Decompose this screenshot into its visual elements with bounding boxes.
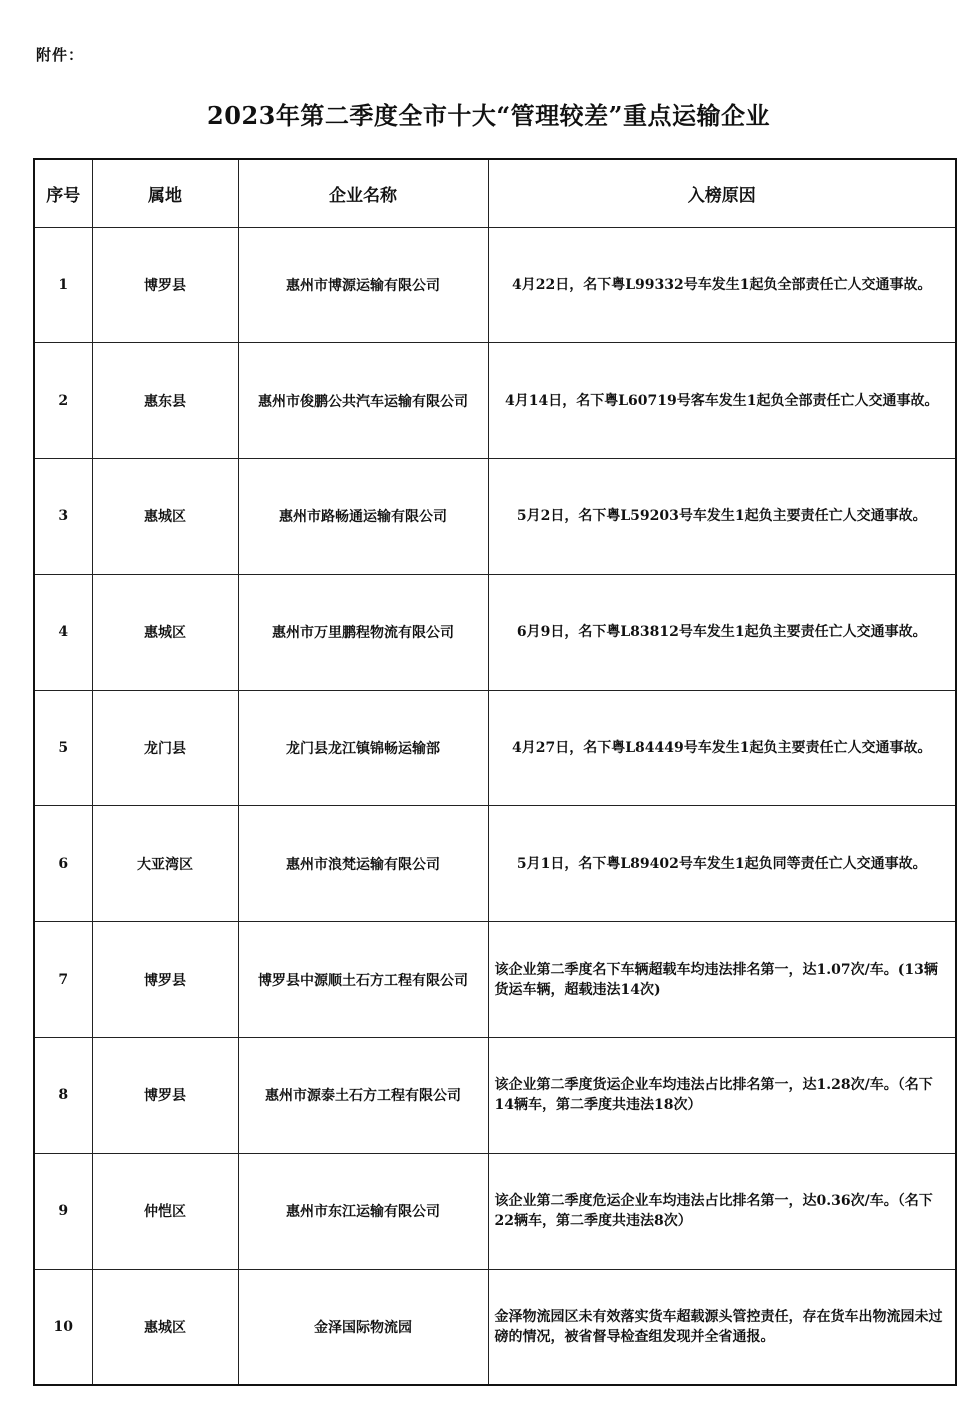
cell-reason: 该企业第二季度名下车辆超载车均违法排名第一，达1.07次/车。(13辆货运车辆，超载违法14次) [488, 922, 956, 1038]
table-row [34, 690, 956, 806]
cell-area: 博罗县 [92, 1038, 238, 1154]
table-row [34, 1038, 956, 1154]
cell-area: 惠城区 [92, 1269, 238, 1385]
cell-area: 博罗县 [92, 922, 238, 1038]
header-area: 属地 [92, 159, 238, 227]
cell-company: 龙门县龙江镇锦畅运输部 [238, 690, 488, 806]
cell-company: 惠州市源泰土石方工程有限公司 [238, 1038, 488, 1154]
table-row [34, 922, 956, 1038]
cell-company: 惠州市博源运输有限公司 [238, 227, 488, 343]
cell-index: 10 [34, 1269, 92, 1385]
table-row [34, 1269, 956, 1385]
cell-reason: 该企业第二季度危运企业车均违法占比排名第一，达0.36次/车。（名下22辆车，第二季度共违法8次） [488, 1153, 956, 1269]
cell-index: 9 [34, 1153, 92, 1269]
cell-area: 龙门县 [92, 690, 238, 806]
cell-reason: 4月22日，名下粤L99332号车发生1起负全部责任亡人交通事故。 [488, 227, 956, 343]
header-reason: 入榜原因 [488, 159, 956, 227]
header-index: 序号 [34, 159, 92, 227]
cell-reason: 5月2日，名下粤L59203号车发生1起负主要责任亡人交通事故。 [488, 459, 956, 575]
cell-area: 仲恺区 [92, 1153, 238, 1269]
document-title: 2023年第二季度全市十大“管理较差”重点运输企业 [207, 101, 770, 130]
table-row [34, 806, 956, 922]
cell-index: 4 [34, 574, 92, 690]
cell-company: 惠州市路畅通运输有限公司 [238, 459, 488, 575]
cell-area: 惠城区 [92, 459, 238, 575]
cell-index: 3 [34, 459, 92, 575]
cell-reason: 4月14日，名下粤L60719号客车发生1起负全部责任亡人交通事故。 [488, 343, 956, 459]
cell-area: 惠东县 [92, 343, 238, 459]
cell-area: 大亚湾区 [92, 806, 238, 922]
cell-company: 惠州市万里鹏程物流有限公司 [238, 574, 488, 690]
cell-index: 8 [34, 1038, 92, 1154]
table-header-row [34, 159, 956, 227]
cell-reason: 4月27日，名下粤L84449号车发生1起负主要责任亡人交通事故。 [488, 690, 956, 806]
cell-index: 6 [34, 806, 92, 922]
attachment-label: 附件： [36, 46, 85, 64]
table-row [34, 227, 956, 343]
cell-reason: 5月1日，名下粤L89402号车发生1起负同等责任亡人交通事故。 [488, 806, 956, 922]
cell-company: 惠州市俊鹏公共汽车运输有限公司 [238, 343, 488, 459]
table-row [34, 343, 956, 459]
cell-reason: 该企业第二季度货运企业车均违法占比排名第一，达1.28次/车。（名下14辆车，第二季度共违法18次） [488, 1038, 956, 1154]
cell-index: 2 [34, 343, 92, 459]
cell-company: 博罗县中源顺土石方工程有限公司 [238, 922, 488, 1038]
cell-company: 惠州市浪梵运输有限公司 [238, 806, 488, 922]
cell-index: 7 [34, 922, 92, 1038]
cell-area: 惠城区 [92, 574, 238, 690]
cell-company: 金泽国际物流园 [238, 1269, 488, 1385]
cell-company: 惠州市东江运输有限公司 [238, 1153, 488, 1269]
enterprise-table [33, 158, 957, 1386]
cell-reason: 6月9日，名下粤L83812号车发生1起负主要责任亡人交通事故。 [488, 574, 956, 690]
cell-index: 1 [34, 227, 92, 343]
table-row [34, 574, 956, 690]
table-row [34, 459, 956, 575]
cell-area: 博罗县 [92, 227, 238, 343]
cell-index: 5 [34, 690, 92, 806]
cell-reason: 金泽物流园区未有效落实货车超载源头管控责任，存在货车出物流园未过磅的情况，被省督导检查组发现并全省通报。 [488, 1269, 956, 1385]
header-company: 企业名称 [238, 159, 488, 227]
table-row [34, 1153, 956, 1269]
